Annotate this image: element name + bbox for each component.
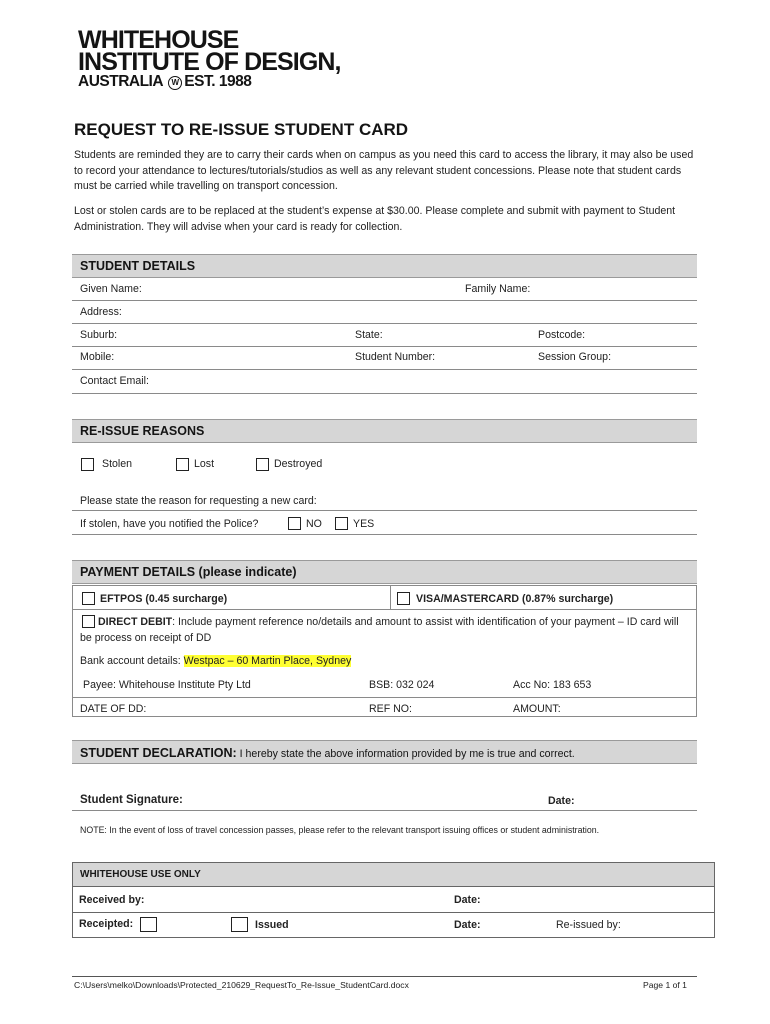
logo-line-2: INSTITUTE OF DESIGN, <box>78 47 341 76</box>
student-signature-label[interactable]: Student Signature: <box>80 794 183 806</box>
page-number: Page 1 of 1 <box>643 980 687 990</box>
account-number-text: Acc No: 183 653 <box>513 679 592 691</box>
direct-debit-text <box>80 614 692 646</box>
received-date-label[interactable]: Date: <box>454 894 481 906</box>
bank-details-label: Bank account details: <box>80 655 184 667</box>
police-no-label: NO <box>306 518 322 530</box>
reissue-reasons-heading: RE-ISSUE REASONS <box>72 419 697 443</box>
direct-debit-label: DIRECT DEBIT <box>98 616 173 628</box>
family-name-field[interactable]: Family Name: <box>465 283 531 295</box>
state-field[interactable]: State: <box>355 329 383 341</box>
office-use-heading: WHITEHOUSE USE ONLY <box>73 863 714 887</box>
bank-details-value: Westpac – 60 Martin Place, Sydney <box>183 655 352 667</box>
row-divider <box>72 697 697 698</box>
row-divider <box>72 534 697 535</box>
police-yes-label: YES <box>353 518 375 530</box>
declaration-text: I hereby state the above information provided by me is true and correct. <box>236 748 575 760</box>
intro-paragraph-2: Lost or stolen cards are to be replaced at the student’s expense at $30.00. Please complete and submit with payment to Student Administration. They will advise when your card is ready for collection. <box>74 205 676 233</box>
destroyed-label: Destroyed <box>274 458 323 470</box>
signature-date-label[interactable]: Date: <box>548 795 575 807</box>
given-name-field[interactable]: Given Name: <box>80 283 142 295</box>
row-divider <box>72 300 697 301</box>
student-details-heading: STUDENT DETAILS <box>72 254 697 278</box>
footer-divider <box>72 976 697 977</box>
eftpos-label: EFTPOS (0.45 surcharge) <box>100 593 228 605</box>
row-divider <box>72 393 697 394</box>
contact-email-field[interactable]: Contact Email: <box>80 375 149 387</box>
mobile-field[interactable]: Mobile: <box>80 351 115 363</box>
police-prompt: If stolen, have you notified the Police? <box>80 518 259 530</box>
row-divider <box>72 369 697 370</box>
declaration-label: STUDENT DECLARATION: <box>80 746 237 760</box>
lost-checkbox[interactable] <box>176 458 189 471</box>
lost-label: Lost <box>194 458 215 470</box>
file-path: C:\Users\melko\Downloads\Protected_210629_RequestTo_Re-Issue_StudentCard.docx <box>74 980 409 990</box>
ref-no-field[interactable]: REF NO: <box>369 703 412 715</box>
payment-details-heading: PAYMENT DETAILS (please indicate) <box>72 560 697 584</box>
issued-checkbox[interactable] <box>231 917 248 932</box>
intro-paragraph-1: Students are reminded they are to carry their cards when on campus as you need this card to access the library, it may also be used to record your attendance to lectures/tutorials/studios as well as any relevant student concessions. Please note that student cards must be carried while travelling on transport concession. <box>74 149 694 192</box>
logo-line-1: WHITEHOUSE <box>78 26 239 54</box>
reissued-by-label[interactable]: Re-issued by: <box>556 919 621 931</box>
eftpos-checkbox[interactable] <box>82 592 95 605</box>
page-title: REQUEST TO RE-ISSUE STUDENT CARD <box>74 120 409 139</box>
logo-line-3 <box>78 75 341 90</box>
institute-logo <box>78 26 341 90</box>
postcode-field[interactable]: Postcode: <box>538 329 586 341</box>
suburb-field[interactable]: Suburb: <box>80 329 118 341</box>
direct-debit-description: : Include payment reference no/details and amount to assist with identification of your payment – ID card will be process on receipt of DD <box>80 616 679 644</box>
issued-date-label[interactable]: Date: <box>454 919 481 931</box>
payment-column-divider <box>390 585 391 609</box>
visa-mastercard-label: VISA/MASTERCARD (0.87% surcharge) <box>416 593 614 605</box>
stolen-label: Stolen <box>102 458 133 470</box>
student-number-field[interactable]: Student Number: <box>355 351 436 363</box>
signature-line <box>72 810 697 811</box>
logo-country: AUSTRALIA <box>78 73 163 90</box>
session-group-field[interactable]: Session Group: <box>538 351 612 363</box>
received-by-label[interactable]: Received by: <box>79 894 145 906</box>
declaration-bar <box>72 740 697 764</box>
date-of-dd-field[interactable]: DATE OF DD: <box>80 703 147 715</box>
visa-mastercard-checkbox[interactable] <box>397 592 410 605</box>
destroyed-checkbox[interactable] <box>256 458 269 471</box>
bsb-text: BSB: 032 024 <box>369 679 435 691</box>
address-field[interactable]: Address: <box>80 306 122 318</box>
amount-field[interactable]: AMOUNT: <box>513 703 561 715</box>
police-no-checkbox[interactable] <box>288 517 301 530</box>
seal-icon: W <box>168 76 182 90</box>
row-divider <box>72 323 697 324</box>
row-divider <box>72 609 697 610</box>
logo-established: EST. 1988 <box>184 73 252 90</box>
payee-text: Payee: Whitehouse Institute Pty Ltd <box>83 679 251 691</box>
row-divider <box>72 346 697 347</box>
police-yes-checkbox[interactable] <box>335 517 348 530</box>
issued-label: Issued <box>255 919 289 931</box>
transport-note: NOTE: In the event of loss of travel concession passes, please refer to the relevant transport issuing offices or student administration. <box>80 825 600 835</box>
receipted-checkbox[interactable] <box>140 917 157 932</box>
row-divider <box>72 510 697 511</box>
receipted-label: Receipted: <box>79 918 134 930</box>
stolen-checkbox[interactable] <box>81 458 94 471</box>
bank-details <box>80 655 351 667</box>
reason-prompt: Please state the reason for requesting a new card: <box>80 495 317 507</box>
row-divider <box>73 912 714 913</box>
